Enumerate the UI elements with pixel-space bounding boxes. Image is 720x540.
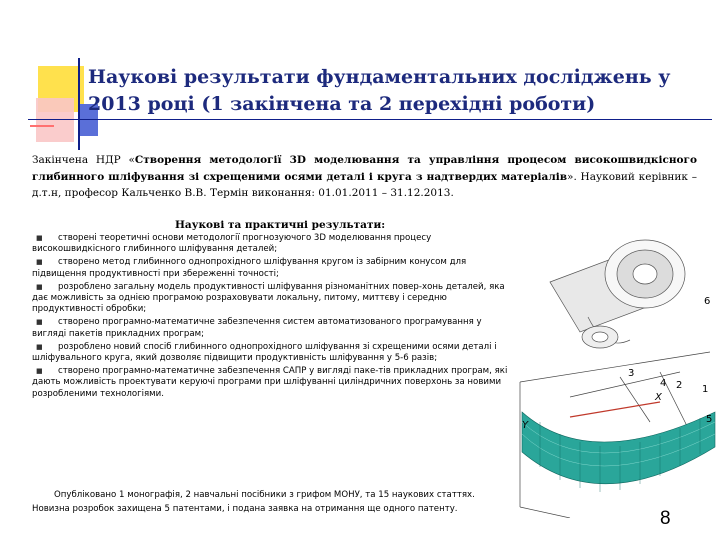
slide-title: Наукові результати фундаментальних досліджень у 2013 році (1 закінчена та 2 перехідні роботи) xyxy=(88,66,671,115)
bullet-square-icon: ■ xyxy=(36,234,43,242)
workpiece-cylinder-sketch xyxy=(550,240,685,348)
figure-label-3: 3 xyxy=(628,368,635,379)
result-item xyxy=(32,282,512,316)
result-item xyxy=(32,366,512,400)
figure-label-5: 5 xyxy=(706,414,713,425)
figure-label-x: X xyxy=(655,392,662,403)
decor-vertical-rule xyxy=(78,58,80,150)
result-item-text: створено програмно-математичне забезпечення САПР у вигляді паке-тів прикладних програм, які дають можливість проектувати керуючі програми при шліфуванні циліндричних поверхонь за новими розробленими технологіями. xyxy=(32,365,508,399)
decor-horizontal-rule xyxy=(28,119,712,120)
published-paragraph xyxy=(32,488,502,516)
result-item-text: розроблено новий спосіб глибинного однопрохідного шліфування зі схрещеними осями деталі і шліфувального круга, який дозволяє підвищити продуктивність шліфування у 5-6 разів; xyxy=(32,341,497,364)
page-number: 8 xyxy=(660,508,671,529)
result-item xyxy=(32,257,512,280)
figure-label-1: 1 xyxy=(702,384,709,395)
figure-label-4: 4 xyxy=(660,378,667,389)
grinding-schematic-figure xyxy=(510,222,716,518)
decor-pink-square xyxy=(36,98,74,142)
bullet-square-icon: ■ xyxy=(36,282,43,291)
figure-label-6: 6 xyxy=(704,296,711,307)
figure-label-y: Y xyxy=(522,420,529,431)
result-item-text: розроблено загальну модель продуктивності шліфування різноманітних повер-хонь деталей, яка дає можливість за однією програмою розраховувати локальну, питому, миттєву і середню продуктивності обробки; xyxy=(32,281,505,315)
wheel-mesh-surface xyxy=(522,402,715,492)
results-list xyxy=(32,233,512,402)
result-item-text: створено програмно-математичне забезпечення систем автоматизованого програмування у вигляді пакетів прикладних програм; xyxy=(32,317,482,339)
result-item xyxy=(32,317,512,340)
bullet-square-icon: ■ xyxy=(36,258,43,267)
result-item-text: створені теоретичні основи методології прогнозуючого 3D моделювання процесу високошвидкісного глибинного шліфування деталей; xyxy=(32,233,432,255)
intro-suffix: ». Науковий керівник – д.т.н, професор Кальченко В.В. Термін виконання: 01.01.2011 – 31.12.2013. xyxy=(32,170,697,199)
intro-prefix: Закінчена НДР « xyxy=(32,154,135,166)
bullet-square-icon: ■ xyxy=(36,342,43,351)
bullet-square-icon: ■ xyxy=(36,366,43,375)
bullet-square-icon: ■ xyxy=(36,318,43,327)
intro-paragraph xyxy=(32,152,697,202)
result-item-text: створено метод глибинного однопрохідного шліфування кругом із забірним конусом для підвищення продуктивності при збереженні точності; xyxy=(32,257,467,279)
result-item xyxy=(32,342,512,365)
result-item xyxy=(32,233,512,256)
decor-red-line xyxy=(30,125,54,127)
figure-label-2: 2 xyxy=(676,380,683,391)
intro-project-name: Створення методології 3D моделювання та управління процесом високошвидкісного глибинного шліфування зі схрещеними осями деталі і круга з надтвердих матеріалів xyxy=(32,154,697,183)
published-text: Опубліковано 1 монографія, 2 навчальні посібники з грифом МОНУ, та 15 наукових статтях. Новизна розробок захищена 5 патентами, і подана заявка на отримання ще одного патенту. xyxy=(32,490,475,514)
results-heading: Наукові та практичні результати: xyxy=(175,219,386,231)
